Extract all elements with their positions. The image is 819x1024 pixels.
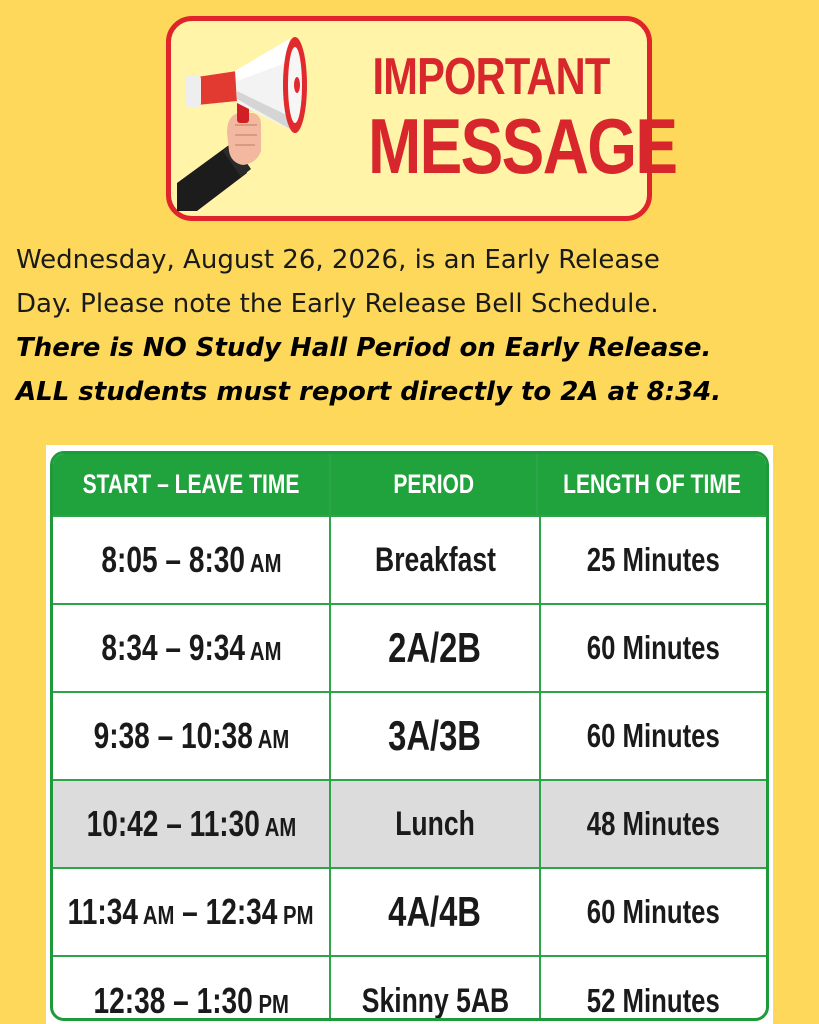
early-release-message xyxy=(16,238,806,414)
end-time: 8:30 xyxy=(188,539,245,580)
start-time: 10:42 xyxy=(86,803,158,844)
end-ampm: PM xyxy=(283,900,314,930)
table-row xyxy=(53,605,766,693)
period-cell: 2A/2B xyxy=(331,605,541,691)
message-emphasis: ALL students must report directly to 2A at 8:34. xyxy=(16,377,722,407)
period-cell: Lunch xyxy=(331,781,541,867)
bell-schedule-table xyxy=(50,451,769,1021)
end-time: 9:34 xyxy=(188,627,245,668)
message-emphasis: There is NO Study Hall Period on Early Release. xyxy=(16,333,712,363)
period-cell: Breakfast xyxy=(331,517,541,603)
period-cell: 3A/3B xyxy=(331,693,541,779)
length-cell: 60 Minutes xyxy=(586,629,721,666)
table-row xyxy=(53,517,766,605)
time-cell: 8:34 – 9:34 AM xyxy=(53,605,331,691)
table-row xyxy=(53,957,766,1021)
period-cell: Skinny 5AB xyxy=(331,957,541,1021)
length-cell: 60 Minutes xyxy=(586,893,721,930)
banner-title-line2: MESSAGE xyxy=(368,102,677,190)
start-time: 11:34 xyxy=(68,891,139,932)
bell-schedule-container xyxy=(46,445,773,1024)
end-time: 1:30 xyxy=(196,980,253,1021)
length-cell: 52 Minutes xyxy=(586,982,721,1019)
banner-title xyxy=(341,48,677,190)
table-row xyxy=(53,781,766,869)
end-ampm: AM xyxy=(249,636,282,666)
start-ampm: AM xyxy=(138,900,175,930)
message-line: Day. Please note the Early Release Bell Schedule. xyxy=(16,289,659,319)
message-line: Wednesday, August 26, 2026, is an Early Release xyxy=(16,245,660,275)
important-message-banner xyxy=(166,16,677,221)
end-ampm: AM xyxy=(249,548,282,578)
end-ampm: AM xyxy=(264,812,296,842)
time-cell: 12:38 – 1:30 PM xyxy=(53,957,331,1021)
period-cell: 4A/4B xyxy=(331,869,541,955)
end-time: 11:30 xyxy=(189,803,260,844)
time-cell: 9:38 – 10:38 AM xyxy=(53,693,331,779)
start-time: 9:38 xyxy=(93,715,150,756)
banner-title-line1: IMPORTANT xyxy=(372,48,610,106)
end-ampm: AM xyxy=(257,724,289,754)
column-header: START – LEAVE TIME xyxy=(53,454,331,515)
end-time: 12:34 xyxy=(206,891,278,932)
start-time: 12:38 xyxy=(93,980,166,1021)
length-cell: 60 Minutes xyxy=(586,717,721,754)
table-row xyxy=(53,693,766,781)
megaphone-icon xyxy=(177,33,337,213)
column-header: LENGTH OF TIME xyxy=(563,469,741,499)
start-time: 8:34 xyxy=(100,627,158,668)
time-cell: 8:05 – 8:30 AM xyxy=(53,517,331,603)
length-cell: 25 Minutes xyxy=(586,541,721,578)
end-ampm: PM xyxy=(258,989,289,1019)
end-time: 10:38 xyxy=(180,715,253,756)
column-header: PERIOD xyxy=(331,454,538,515)
table-row xyxy=(53,869,766,957)
start-time: 8:05 xyxy=(100,539,158,580)
table-header-row xyxy=(53,454,766,517)
time-cell: 10:42 – 11:30 AM xyxy=(53,781,331,867)
length-cell: 48 Minutes xyxy=(586,805,721,842)
time-cell: 11:34 AM – 12:34 PM xyxy=(53,869,331,955)
